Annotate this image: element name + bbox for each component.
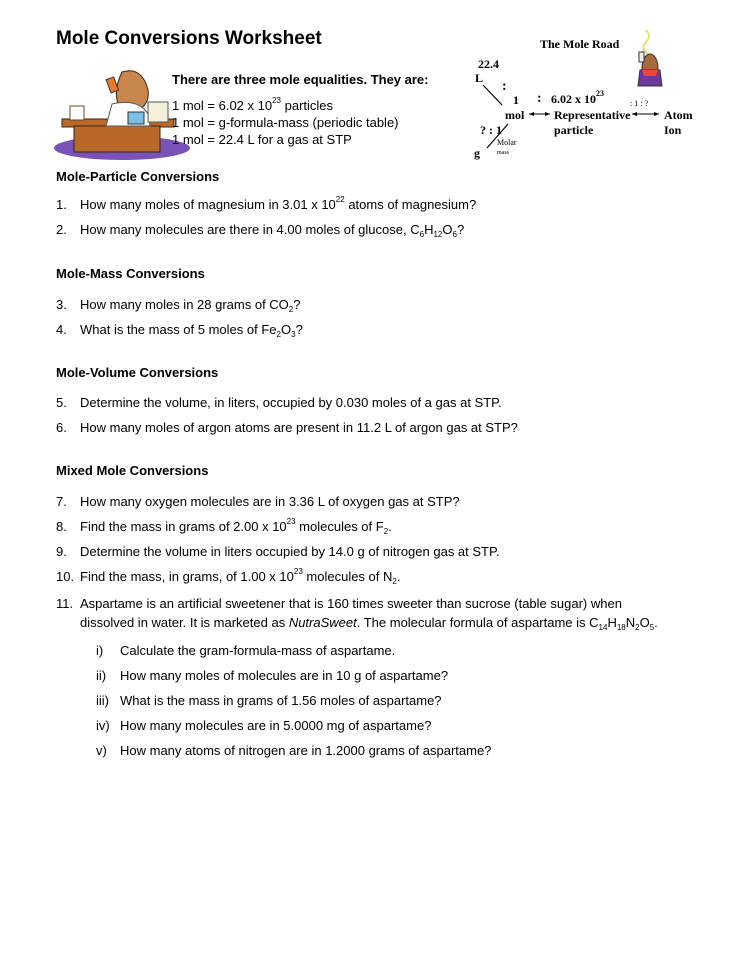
question-number: 1.	[56, 197, 67, 212]
text-segment: How many moles of argon atoms are present in 11.2 L of argon gas at STP?	[80, 420, 518, 435]
text-segment: O	[280, 322, 292, 337]
subscript: 3	[291, 330, 296, 339]
question-number: 2.	[56, 222, 67, 237]
sub-question-text: Calculate the gram-formula-mass of aspartame.	[120, 643, 396, 658]
text-segment: .	[654, 615, 658, 630]
text-segment: ?	[456, 222, 465, 237]
question-number: 5.	[56, 395, 67, 410]
sub-question-text: How many molecules are in 5.0000 mg of aspartame?	[120, 718, 432, 733]
superscript: 22	[335, 195, 345, 204]
section-heading: Mole-Particle Conversions	[56, 169, 220, 184]
question-text	[80, 519, 392, 534]
sub-question	[96, 668, 448, 683]
question-number: 9.	[56, 544, 67, 559]
text-segment: particles	[281, 98, 334, 113]
text-segment: molecules of N	[302, 569, 393, 584]
question	[56, 395, 502, 410]
question-text	[80, 322, 303, 337]
colon: :	[502, 79, 507, 94]
mole-scientist-illustration	[50, 64, 190, 164]
text-segment: Find the mass, in grams, of 1.00 x 10	[80, 569, 294, 584]
atom-ratio: : 1 : ?	[630, 99, 648, 108]
page-title: Mole Conversions Worksheet	[56, 28, 322, 49]
text-segment: 1 mol = g-formula-mass (periodic table)	[172, 115, 399, 130]
mol-label: mol	[505, 108, 525, 122]
section-heading: Mole-Volume Conversions	[56, 365, 219, 380]
volume-value: 22.4	[478, 57, 499, 71]
superscript: 23	[272, 96, 281, 105]
question-text	[80, 420, 518, 435]
sub-question-number: ii)	[96, 668, 107, 683]
question-text	[80, 544, 500, 559]
mole-chemist-icon	[630, 28, 666, 88]
sub-question	[96, 743, 491, 758]
ion-label: Ion	[664, 123, 682, 137]
equality-line	[172, 97, 399, 114]
text-segment: ?	[293, 297, 301, 312]
text-segment: O	[442, 222, 453, 237]
text-segment: What is the mass of 5 moles of Fe	[80, 322, 277, 337]
text-segment: Determine the volume, in liters, occupied by 0.030 moles of a gas at STP.	[80, 395, 502, 410]
question	[56, 322, 303, 337]
subscript: 2	[383, 527, 389, 536]
atom-label: Atom	[664, 108, 693, 122]
question-text	[80, 222, 464, 237]
text-segment: Find the mass in grams of 2.00 x 10	[80, 519, 287, 534]
question-text	[80, 596, 622, 611]
sub-question-number: i)	[96, 643, 104, 658]
text-segment: .	[396, 569, 401, 584]
mole-equalities	[172, 97, 399, 148]
question	[56, 222, 464, 237]
sub-question-text: What is the mass in grams of 1.56 moles of aspartame?	[120, 693, 442, 708]
subscript: 2	[392, 577, 397, 586]
question-11-continued	[80, 615, 658, 630]
text-segment: . The molecular formula of aspartame is C	[356, 615, 599, 630]
sub-question-number: iii)	[96, 693, 109, 708]
text-segment: O	[639, 615, 650, 630]
question-text	[80, 395, 502, 410]
question-number: 8.	[56, 519, 67, 534]
question-text	[80, 197, 476, 212]
subscript: 2	[276, 330, 281, 339]
subscript: 18	[616, 623, 626, 632]
text-segment: Determine the volume in liters occupied by 14.0 g of nitrogen gas at STP.	[80, 544, 500, 559]
text-segment: dissolved in water. It is marketed as	[80, 615, 289, 630]
question	[56, 494, 460, 509]
question-number: 3.	[56, 297, 67, 312]
question	[56, 197, 476, 212]
subscript: 6	[419, 230, 425, 239]
text-segment: ?	[295, 322, 303, 337]
question-text	[80, 494, 460, 509]
colon: :	[537, 91, 542, 106]
text-segment: N	[625, 615, 636, 630]
sub-question-text: How many moles of molecules are in 10 g of aspartame?	[120, 668, 449, 683]
mole-road-title: The Mole Road	[540, 37, 620, 51]
question-text	[80, 297, 300, 312]
mole-road-arrows	[460, 60, 720, 160]
equality-line	[172, 114, 399, 131]
one-mol: 1	[513, 93, 519, 107]
question	[56, 569, 400, 584]
text-segment: How many molecules are there in 4.00 moles of glucose, C	[80, 222, 420, 237]
text-segment: 1 mol = 6.02 x 10	[172, 98, 273, 113]
superscript: 23	[293, 567, 303, 576]
question-number: 6.	[56, 420, 67, 435]
subscript: 5	[649, 623, 655, 632]
text-segment: How many moles of magnesium in 3.01 x 10	[80, 197, 336, 212]
sub-question	[96, 718, 431, 733]
grams-label: g	[474, 146, 480, 160]
section-heading: Mole-Mass Conversions	[56, 266, 205, 281]
question	[56, 420, 518, 435]
intro-heading: There are three mole equalities. They are:	[172, 72, 429, 87]
sub-question	[96, 693, 442, 708]
text-segment: How many moles in 28 grams of CO	[80, 297, 289, 312]
subscript: 2	[288, 305, 294, 314]
question-number: 7.	[56, 494, 67, 509]
subscript: 6	[452, 230, 457, 239]
text-segment: .	[388, 519, 392, 534]
volume-unit: L	[475, 71, 484, 85]
subscript: 14	[598, 623, 608, 632]
question	[56, 297, 300, 312]
question-11	[56, 596, 622, 611]
text-segment: H	[607, 615, 617, 630]
question-number: 4.	[56, 322, 67, 337]
text-segment: atoms of magnesium?	[344, 197, 477, 212]
text-segment: How many oxygen molecules are in 3.36 L of oxygen gas at STP?	[80, 494, 460, 509]
question	[56, 519, 392, 534]
mass-label: mass	[497, 150, 509, 156]
sub-question-text: How many atoms of nitrogen are in 1.2000 grams of aspartame?	[120, 743, 492, 758]
question	[56, 544, 500, 559]
text-segment: 1 mol = 22.4 L for a gas at STP	[172, 132, 352, 147]
avogadro-number: 6.02 x $10^{23}$	[551, 89, 604, 106]
text-segment: molecules of F	[295, 519, 384, 534]
sub-question	[96, 643, 395, 658]
question-text	[80, 569, 400, 584]
mass-ratio: ? : 1	[480, 123, 502, 137]
section-heading: Mixed Mole Conversions	[56, 463, 209, 478]
question-number: 11.	[56, 596, 74, 611]
sub-question-number: iv)	[96, 718, 110, 733]
text-segment: NutraSweet	[288, 615, 357, 630]
question-number: 10.	[56, 569, 75, 584]
text-segment: H	[424, 222, 434, 237]
subscript: 2	[635, 623, 640, 632]
superscript: 23	[286, 517, 296, 526]
text-segment: Aspartame is an artificial sweetener that is 160 times sweeter than sucrose (table sugar) when	[80, 596, 622, 611]
sub-question-number: v)	[96, 743, 107, 758]
representative-label: Representative	[554, 108, 631, 122]
equality-line	[172, 131, 399, 148]
subscript: 12	[433, 230, 443, 239]
molar-label: Molar	[497, 138, 517, 147]
particle-label: particle	[554, 123, 594, 137]
